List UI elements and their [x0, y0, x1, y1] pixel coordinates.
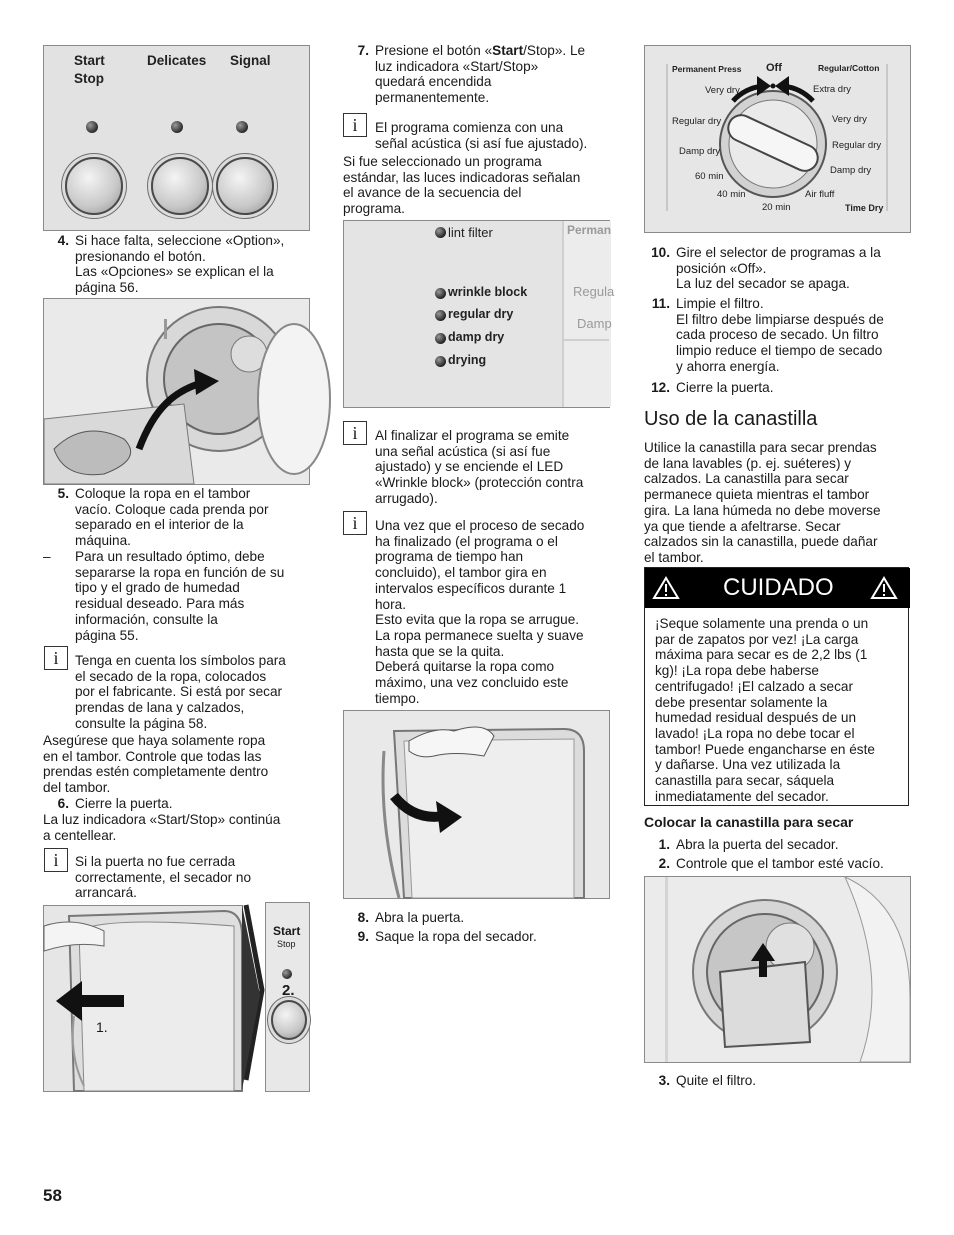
caution-title: CUIDADO	[723, 574, 834, 601]
close-door-figure	[43, 905, 243, 1092]
arrow-between-figures	[242, 905, 264, 1090]
dial-20-min: 20 min	[762, 202, 791, 213]
regular-dry-led	[435, 310, 446, 321]
delicates-label: Delicates	[147, 53, 207, 68]
figure-step-label-2: 2.	[282, 982, 295, 999]
step-text: Coloque la ropa en el tambor vacío. Coloque cada prenda por separado en el interior de la máquina.	[75, 486, 269, 549]
page-number: 58	[43, 1186, 62, 1205]
dash-text: Para un resultado óptimo, debe separarse la ropa en función de su tipo y el grado de humedad residual deseado. Para más información, consulte la página 55.	[75, 549, 285, 643]
drying-label: drying	[448, 353, 487, 367]
close-door-illustration	[44, 906, 242, 1091]
stop-label: Stop	[74, 71, 104, 86]
delicates-led	[171, 121, 183, 133]
start-led	[282, 969, 292, 979]
step-text: Quite el filtro.	[676, 1073, 757, 1088]
info-note-anti-crease: Una vez que el proceso de secado ha finalizado (el programa o el programa de tiempo han concluido), el tambor gira en intervalos específicos durante 1 hora. Esto evita que la ropa se arrugue. La ropa permanece suelta y suave hasta que se la quita. Deberá quitarse la ropa como máximo, una vez concluido este tiempo.	[375, 518, 585, 706]
damp-dry-label: damp dry	[448, 330, 505, 344]
step-text: Controle que el tambor esté vacío.	[676, 856, 884, 871]
start-led	[86, 121, 98, 133]
step-text: Si hace falta, seleccione «Option», presionando el botón. Las «Opciones» se explican el la página 56.	[75, 233, 285, 296]
dial-time-dry: Time Dry	[845, 203, 884, 213]
step-text: Cierre la puerta.	[75, 796, 173, 811]
remove-filter-figure	[644, 876, 911, 1063]
dial-regular-cotton: Regular/Cotton	[818, 63, 880, 73]
warning-icon	[652, 576, 680, 600]
dial-60-min: 60 min	[695, 171, 724, 182]
info-icon: i	[343, 421, 367, 445]
dial-very-dry-left: Very dry	[705, 85, 740, 96]
step-number: 7.	[357, 43, 369, 58]
info-note-door: Si la puerta no fue cerrada correctamente, el secador no arrancará.	[75, 854, 252, 901]
dial-damp-dry-left: Damp dry	[679, 146, 721, 157]
drying-led	[435, 356, 446, 367]
signal-led	[236, 121, 248, 133]
dash-mark: –	[43, 549, 51, 564]
indicator-side-panel	[562, 221, 611, 407]
regular-dry-label: regular dry	[448, 307, 514, 321]
figure-step-label-1: 1.	[96, 1019, 108, 1035]
info-note-program-start: El programa comienza con una señal acústica (si así fue ajustado).	[375, 120, 588, 151]
wrinkle-block-led	[435, 288, 446, 299]
lint-filter-label: lint filter	[448, 225, 493, 240]
paragraph-standard-program: Si fue seleccionado un programa estándar, las luces indicadoras señalan el avance de la secuencia del programa.	[343, 154, 581, 217]
paragraph-check-drum: Asegúrese que haya solamente ropa en el tambor. Controle que todas las prendas estén completamente dentro del tambor.	[43, 733, 269, 796]
dial-40-min: 40 min	[717, 189, 746, 200]
step-number: 11.	[651, 296, 670, 311]
dial-extra-dry: Extra dry	[813, 84, 852, 95]
dial-damp-dry-right: Damp dry	[830, 165, 872, 176]
caution-header	[645, 568, 910, 608]
open-door-figure	[343, 710, 610, 899]
dial-regular-dry-right: Regular dry	[832, 140, 882, 151]
load-laundry-illustration	[44, 299, 309, 484]
step-number: 1.	[658, 837, 670, 852]
load-laundry-figure	[43, 298, 310, 485]
dial-permanent-press: Permanent Press	[672, 64, 742, 74]
step-text: Abra la puerta del secador.	[676, 837, 839, 852]
start-label: Start	[74, 53, 105, 68]
step-number: 8.	[357, 910, 369, 925]
step-number: 12.	[651, 380, 670, 395]
start-stop-button	[65, 157, 123, 215]
caution-box	[644, 567, 909, 806]
remove-filter-illustration	[645, 877, 910, 1062]
dial-regular-dry-left: Regular dry	[672, 116, 722, 127]
step-text: Limpie el filtro. El filtro debe limpiarse después de cada proceso de secado. Un filtro limpio reduce el tiempo de secado y ahorra energía.	[676, 296, 884, 374]
dial-air-fluff: Air fluff	[805, 189, 835, 200]
wrinkle-block-label: wrinkle block	[448, 285, 528, 299]
delicates-button	[151, 157, 209, 215]
warning-icon	[870, 576, 898, 600]
start-label: Start	[273, 924, 301, 938]
step-text: Saque la ropa del secador.	[375, 929, 537, 944]
caution-text: ¡Seque solamente una prenda o un par de zapatos por vez! ¡La carga máxima para secar es de 2,2 lbs (1 kg)! ¡La ropa debe haberse centrifugado! ¡El calzado a secar debe presentar solamente la humedad residual después de un lavado! ¡La ropa no debe tocar el tambor! Puede engancharse en éste y dañarse. Una vez utilizada la canastilla para secar, sáquela inmediatamente del secador.	[655, 616, 875, 804]
dial-off: Off	[766, 62, 782, 74]
start-button	[271, 1000, 307, 1040]
signal-button	[216, 157, 274, 215]
arrow-right-icon	[242, 905, 264, 1090]
open-door-illustration	[344, 711, 609, 898]
info-icon: i	[343, 511, 367, 535]
step-number: 9.	[357, 929, 369, 944]
step-text: Abra la puerta.	[375, 910, 465, 925]
paragraph-led-blinks: La luz indicadora «Start/Stop» continúa a centellear.	[43, 812, 281, 843]
lint-filter-led	[435, 227, 446, 238]
side-label-regular: Regula	[573, 284, 615, 299]
step-number: 6.	[57, 796, 69, 811]
side-label-damp: Damp	[577, 316, 612, 331]
stop-label: Stop	[277, 939, 296, 949]
dial-very-dry-right: Very dry	[832, 114, 867, 125]
step-number: 4.	[57, 233, 69, 248]
program-dial-figure	[644, 45, 911, 233]
step-number: 5.	[57, 486, 69, 501]
paragraph-rack-usage: Utilice la canastilla para secar prendas de lana lavables (p. ej. suéteres) y calzados. La canastilla para secar permanece quieta mientras el tambor gira. La lana húmeda no debe moverse ya que tiende a afeltrarse. Secar calzados sin la canastilla, puede dañar el tambor.	[644, 440, 881, 565]
info-note-symbols: Tenga en cuenta los símbolos para el secado de la ropa, colocados por el fabricante. Si está por secar prendas de lana y calzados, consulte la página 58.	[75, 653, 286, 731]
damp-dry-led	[435, 333, 446, 344]
info-icon: i	[44, 646, 68, 670]
section-heading: Uso de la canastilla	[644, 408, 818, 430]
side-label-permanent: Perman	[567, 223, 612, 237]
step-text: Gire el selector de programas a la posición «Off». La luz del secador se apaga.	[676, 245, 881, 292]
step-number: 3.	[658, 1073, 670, 1088]
subsection-heading: Colocar la canastilla para secar	[644, 814, 854, 830]
step-number: 2.	[658, 856, 670, 871]
control-panel-figure	[43, 45, 310, 231]
start-button-figure	[265, 902, 310, 1092]
step-text: Cierre la puerta.	[676, 380, 774, 395]
info-icon: i	[343, 113, 367, 137]
indicator-lights-figure	[343, 220, 615, 408]
signal-label: Signal	[230, 53, 271, 68]
step-text: Presione el botón «Start/Stop». Le luz indicadora «Start/Stop» quedará encendida permanentemente.	[375, 43, 586, 106]
info-note-program-end: Al finalizar el programa se emite una señal acústica (si así fue ajustado) y se enciende el LED «Wrinkle block» (protección contra arrugado).	[375, 428, 584, 506]
info-icon: i	[44, 848, 68, 872]
step-number: 10.	[651, 245, 670, 260]
